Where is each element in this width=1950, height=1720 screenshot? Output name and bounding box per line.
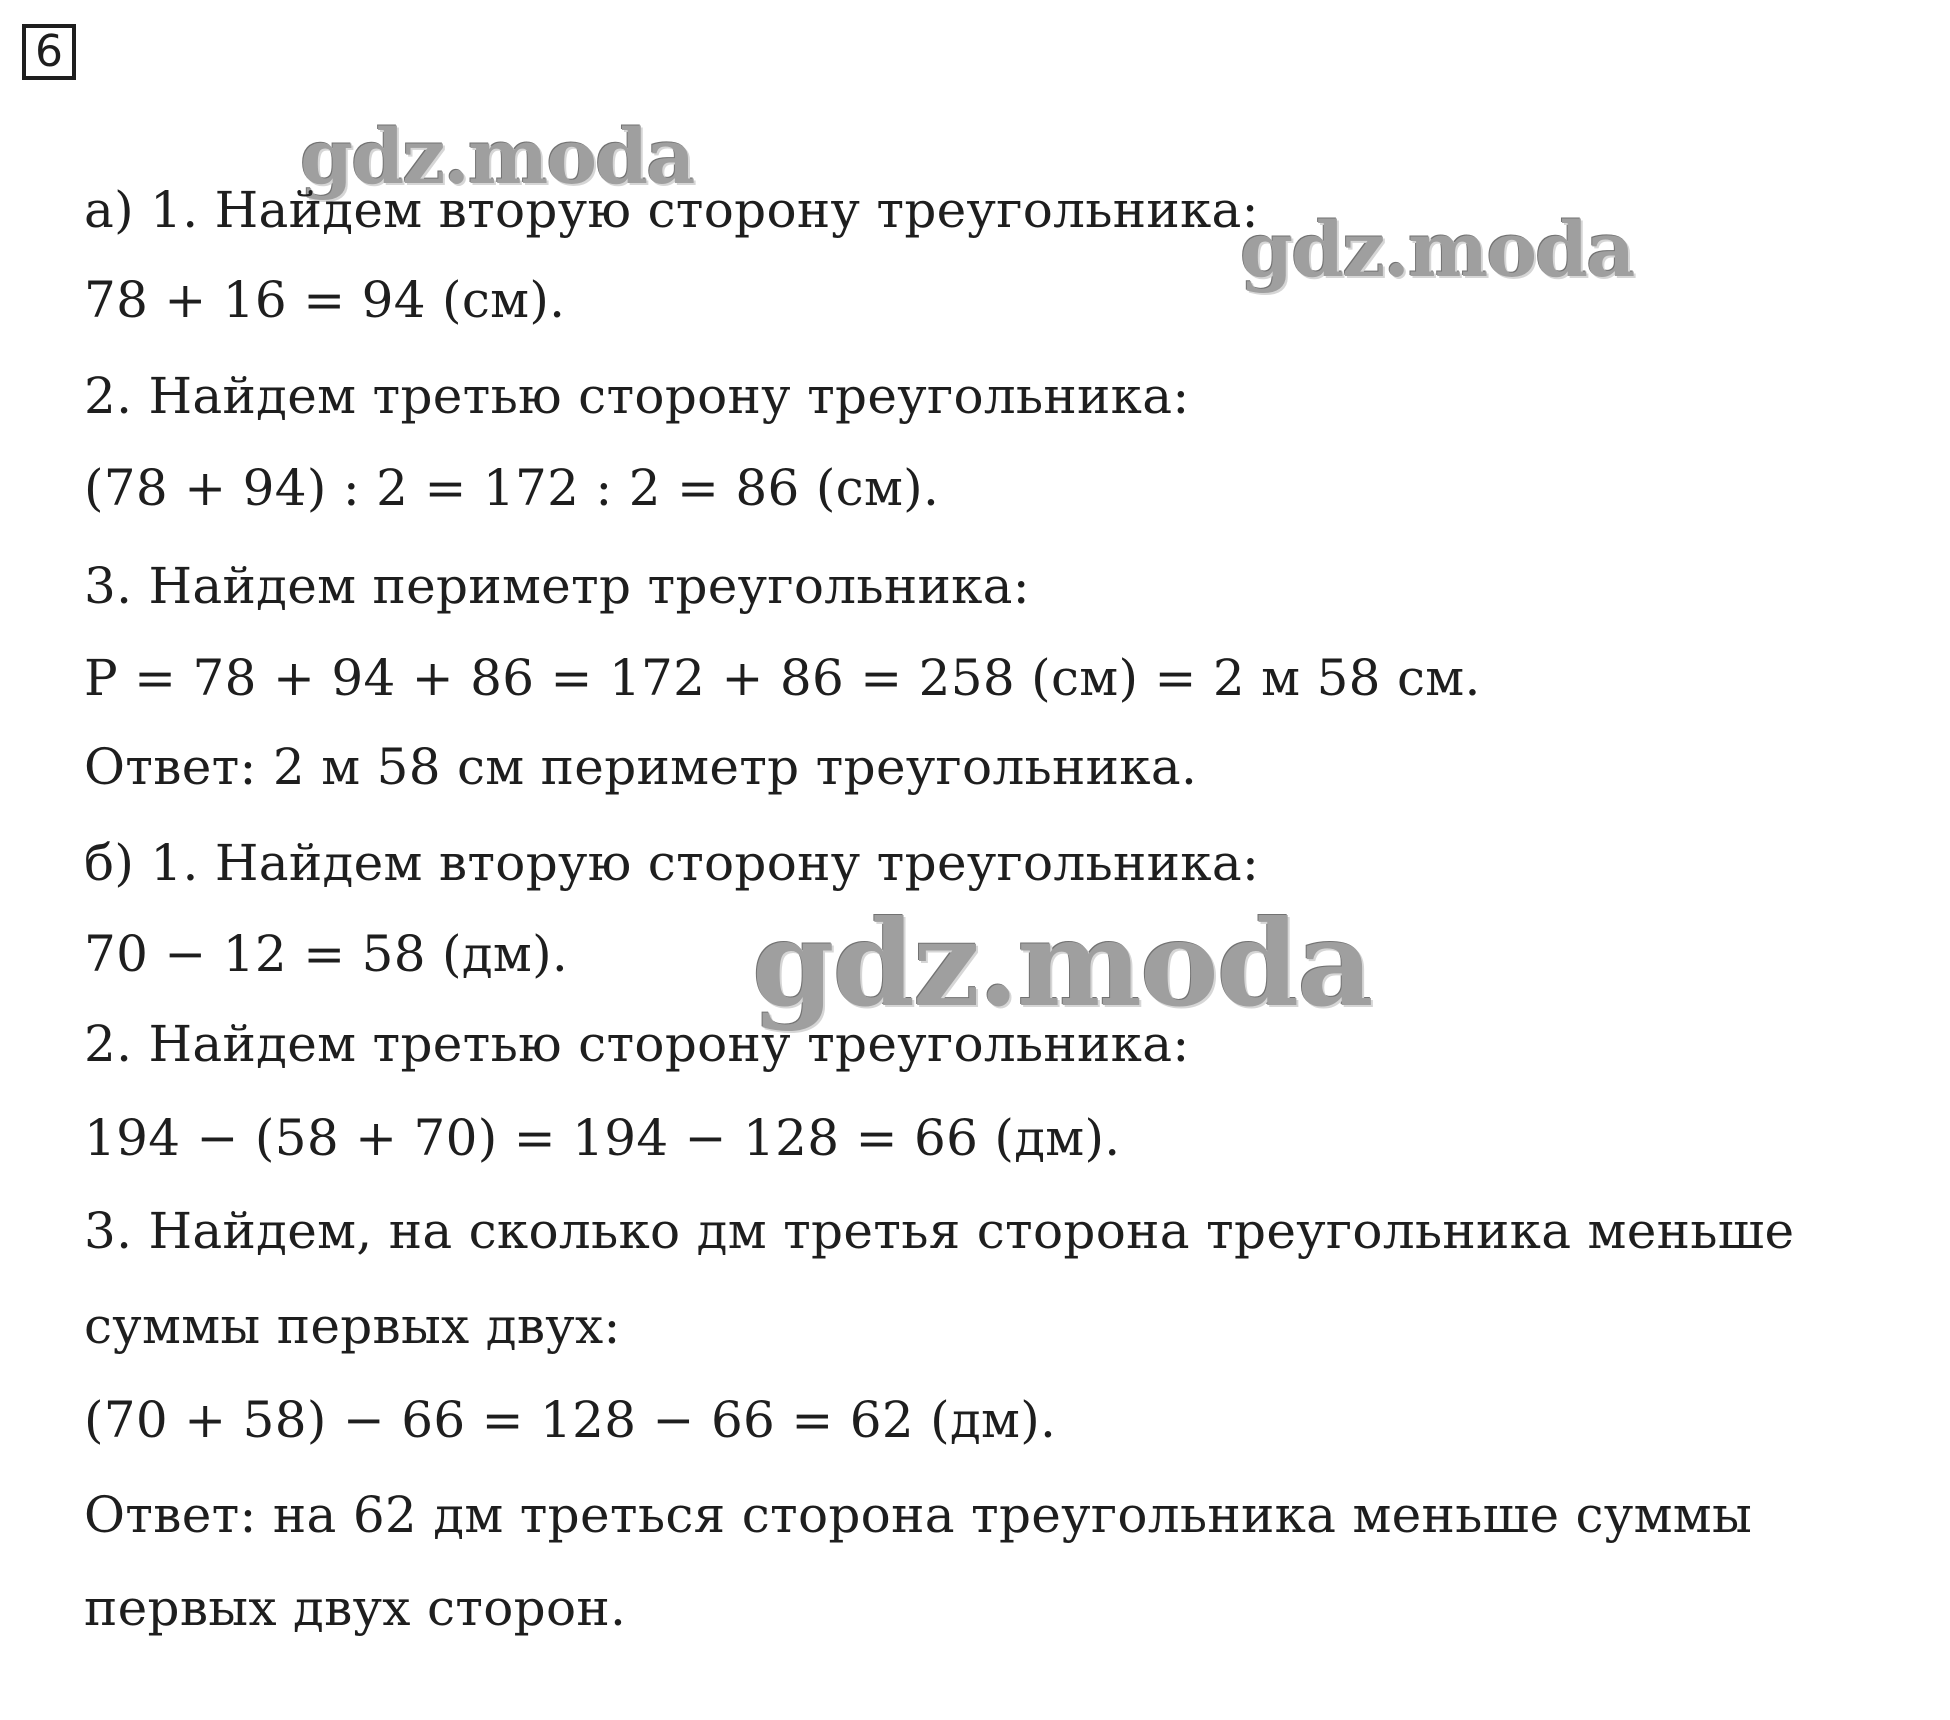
solution-line: Ответ: на 62 дм треться сторона треугольника меньше суммы bbox=[84, 1486, 1753, 1544]
solution-line: 78 + 16 = 94 (см). bbox=[84, 271, 566, 329]
solution-line: первых двух сторон. bbox=[84, 1579, 627, 1637]
solution-line: 2. Найдем третью сторону треугольника: bbox=[84, 367, 1190, 425]
solution-line: (70 + 58) − 66 = 128 − 66 = 62 (дм). bbox=[84, 1391, 1057, 1449]
solution-line: 194 − (58 + 70) = 194 − 128 = 66 (дм). bbox=[84, 1109, 1121, 1167]
watermark: gdz.moda bbox=[1240, 205, 1634, 294]
solution-line: а) 1. Найдем вторую сторону треугольника: bbox=[84, 181, 1259, 239]
task-number-box: 6 bbox=[22, 24, 76, 80]
solution-line: P = 78 + 94 + 86 = 172 + 86 = 258 (см) = 2 м 58 см. bbox=[84, 649, 1481, 707]
solution-line: (78 + 94) : 2 = 172 : 2 = 86 (см). bbox=[84, 459, 940, 517]
solution-line: б) 1. Найдем вторую сторону треугольника: bbox=[84, 834, 1260, 892]
watermark: gdz.moda bbox=[752, 894, 1372, 1033]
solution-line: суммы первых двух: bbox=[84, 1297, 621, 1355]
solution-line: 3. Найдем, на сколько дм третья сторона треугольника меньше bbox=[84, 1202, 1795, 1260]
solution-line: 70 − 12 = 58 (дм). bbox=[84, 925, 569, 983]
solution-line: Ответ: 2 м 58 см периметр треугольника. bbox=[84, 738, 1198, 796]
watermark: gdz.moda bbox=[300, 112, 694, 201]
solution-line: 3. Найдем периметр треугольника: bbox=[84, 557, 1030, 615]
solution-line: 2. Найдем третью сторону треугольника: bbox=[84, 1015, 1190, 1073]
